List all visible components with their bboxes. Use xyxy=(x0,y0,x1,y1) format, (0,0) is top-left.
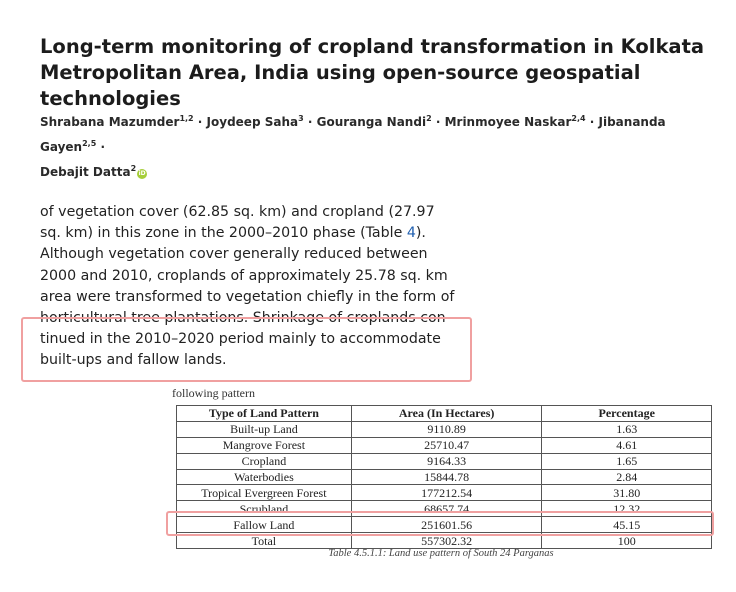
table-cell: Mangrove Forest xyxy=(177,437,352,453)
table-cell: 557302.32 xyxy=(351,533,542,549)
table-cell: 9164.33 xyxy=(351,453,542,469)
column-header: Percentage xyxy=(542,406,712,422)
table-reference-link[interactable]: 4 xyxy=(406,225,416,242)
table-cell: Cropland xyxy=(177,453,352,469)
table-cell: 15844.78 xyxy=(351,469,542,485)
author-separator: · xyxy=(197,115,203,129)
table-cell: 31.80 xyxy=(542,485,712,501)
table-cell: Fallow Land xyxy=(177,517,352,533)
excerpt-line: horticultural tree plantations. Shrinkage of croplands con- xyxy=(40,310,451,327)
table-cell: 4.61 xyxy=(542,437,712,453)
table-caption: Table 4.5.1.1: Land use pattern of South 24 Parganas xyxy=(328,548,554,559)
table-header-row xyxy=(177,406,712,422)
excerpt-line-text: ). xyxy=(415,225,426,242)
table-row xyxy=(177,453,712,469)
affiliation-marker: 2,4 xyxy=(571,114,586,123)
author-name: Gouranga Nandi xyxy=(316,115,427,129)
orcid-icon[interactable]: iD xyxy=(138,170,146,177)
excerpt-line: built-ups and fallow lands. xyxy=(40,352,227,369)
affiliation-marker: 1,2 xyxy=(179,114,194,123)
table-cell: Waterbodies xyxy=(177,469,352,485)
table-row xyxy=(177,485,712,501)
table-cell: 12.32 xyxy=(542,501,712,517)
column-header: Area (In Hectares) xyxy=(351,406,542,422)
cut-text-fragment: following pattern xyxy=(172,386,255,400)
table-cell: 251601.56 xyxy=(351,517,542,533)
affiliation-marker: 2 xyxy=(426,114,432,123)
table-cell: 1.63 xyxy=(542,421,712,437)
table-cell: Scrubland xyxy=(177,501,352,517)
excerpt-line: area were transformed to vegetation chiefly in the form of xyxy=(40,288,455,305)
excerpt-line-text: sq. km) in this zone in the 2000–2010 phase (Table xyxy=(40,225,407,242)
table-cell: Built-up Land xyxy=(177,421,352,437)
column-header: Type of Land Pattern xyxy=(177,406,352,422)
table-cell: Tropical Evergreen Forest xyxy=(177,485,352,501)
author-separator: · xyxy=(589,115,595,129)
text-highlight-box xyxy=(21,317,472,382)
author-name: Mrinmoyee Naskar xyxy=(444,115,572,129)
table-row xyxy=(177,437,712,453)
author-line-1 xyxy=(40,108,720,158)
excerpt-line: of vegetation cover (62.85 sq. km) and cropland (27.97 xyxy=(40,204,435,220)
author-name: Joydeep Saha xyxy=(206,115,299,129)
author-separator: · xyxy=(100,140,106,154)
paper-title: Long-term monitoring of cropland transformation in Kolkata Metropolitan Area, India using open-source geospatial technologies xyxy=(40,35,705,110)
excerpt-line xyxy=(40,223,480,244)
author-list xyxy=(40,108,720,183)
table-row xyxy=(177,469,712,485)
author-name: Shrabana Mazumder xyxy=(40,115,180,129)
author-name: Debajit Datta xyxy=(40,165,131,179)
row-highlight-box xyxy=(166,511,714,536)
table-cell: 177212.54 xyxy=(351,485,542,501)
table-cell: 2.84 xyxy=(542,469,712,485)
author-name: Jibananda Gayen xyxy=(40,115,666,154)
table-cell: 45.15 xyxy=(542,517,712,533)
table-cell: 25710.47 xyxy=(351,437,542,453)
affiliation-marker: 2,5 xyxy=(82,139,97,148)
author-separator: · xyxy=(307,115,313,129)
affiliation-marker: 2 xyxy=(130,164,137,173)
table-cell: 9110.89 xyxy=(351,421,542,437)
excerpt-line: tinued in the 2010–2020 period mainly to accommodate xyxy=(40,331,441,348)
table-row xyxy=(177,421,712,437)
affiliation-marker: 3 xyxy=(298,114,304,123)
author-line-2 xyxy=(40,158,720,183)
author-separator: · xyxy=(435,115,441,129)
table-cell: 100 xyxy=(542,533,712,549)
table-cell: 1.65 xyxy=(542,453,712,469)
excerpt-line: Although vegetation cover generally reduced between xyxy=(40,246,428,263)
table-cell: Total xyxy=(177,533,352,549)
excerpt-line: 2000 and 2010, croplands of approximately 25.78 sq. km xyxy=(40,267,448,284)
table-cell: 68657.74 xyxy=(351,501,542,517)
